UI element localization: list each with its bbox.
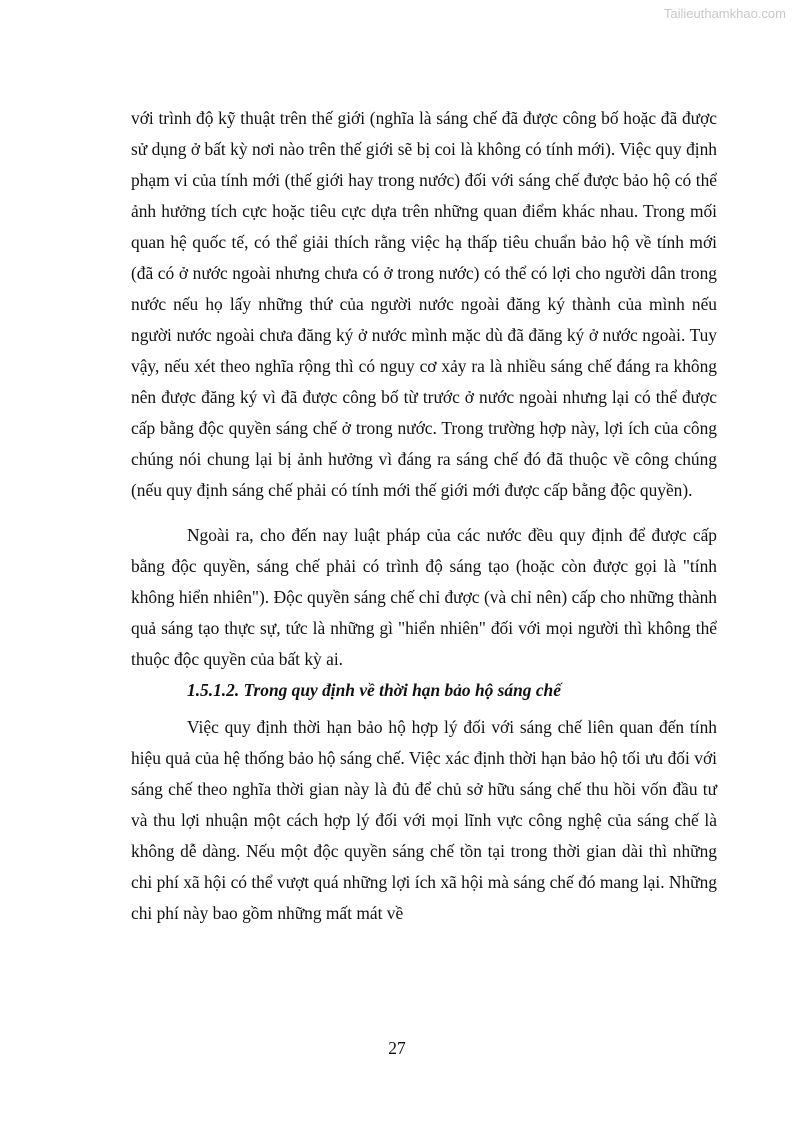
page-number: 27 <box>388 1038 406 1058</box>
document-body <box>131 103 717 929</box>
paragraph-1: với trình độ kỹ thuật trên thế giới (nghĩa là sáng chế đã được công bố hoặc đã được sử dụng ở bất kỳ nơi nào trên thế giới sẽ bị coi là không có tính mới). Việc quy định phạm vi của tính mới (thế giới hay trong nước) đối với sáng chế được bảo hộ có thể ảnh hưởng tích cực hoặc tiêu cực dựa trên những quan điểm khác nhau. Trong mối quan hệ quốc tế, có thể giải thích rằng việc hạ thấp tiêu chuẩn bảo hộ về tính mới (đã có ở nước ngoài nhưng chưa có ở trong nước) có thể có lợi cho người dân trong nước nếu họ lấy những thứ của người nước ngoài đăng ký thành của mình nếu người nước ngoài chưa đăng ký ở nước mình mặc dù đã đăng ký ở nước ngoài. Tuy vậy, nếu xét theo nghĩa rộng thì có nguy cơ xảy ra là nhiều sáng chế đáng ra không nên được đăng ký vì đã được công bố từ trước ở nước ngoài nhưng lại có thể được cấp bằng độc quyền sáng chế ở trong nước. Trong trường hợp này, lợi ích của công chúng nói chung lại bị ảnh hưởng vì đáng ra sáng chế đó đã thuộc về công chúng (nếu quy định sáng chế phải có tính mới thế giới mới được cấp bằng độc quyền). <box>131 108 717 500</box>
paragraph-3: Việc quy định thời hạn bảo hộ hợp lý đối với sáng chế liên quan đến tính hiệu quả của hệ thống bảo hộ sáng chế. Việc xác định thời hạn bảo hộ tối ưu đối với sáng chế theo nghĩa thời gian này là đủ để chủ sở hữu sáng chế thu hồi vốn đầu tư và thu lợi nhuận một cách hợp lý đối với mọi lĩnh vực công nghệ của sáng chế là không dễ dàng. Nếu một độc quyền sáng chế tồn tại trong thời gian dài thì những chi phí xã hội có thể vượt quá những lợi ích xã hội mà sáng chế đó mang lại. Những chi phí này bao gồm những mất mát về <box>131 717 717 923</box>
paragraph-2: Ngoài ra, cho đến nay luật pháp của các nước đều quy định để được cấp bằng độc quyền, sáng chế phải có trình độ sáng tạo (hoặc còn được gọi là "tính không hiển nhiên"). Độc quyền sáng chế chỉ được (và chỉ nên) cấp cho những thành quả sáng tạo thực sự, tức là những gì "hiển nhiên" đối với mọi người thì không thể thuộc độc quyền của bất kỳ ai. <box>131 525 717 669</box>
watermark-text: Tailieuthamkhao.com <box>663 6 786 21</box>
section-heading: 1.5.1.2. Trong quy định về thời hạn bảo hộ sáng chế <box>187 680 561 700</box>
